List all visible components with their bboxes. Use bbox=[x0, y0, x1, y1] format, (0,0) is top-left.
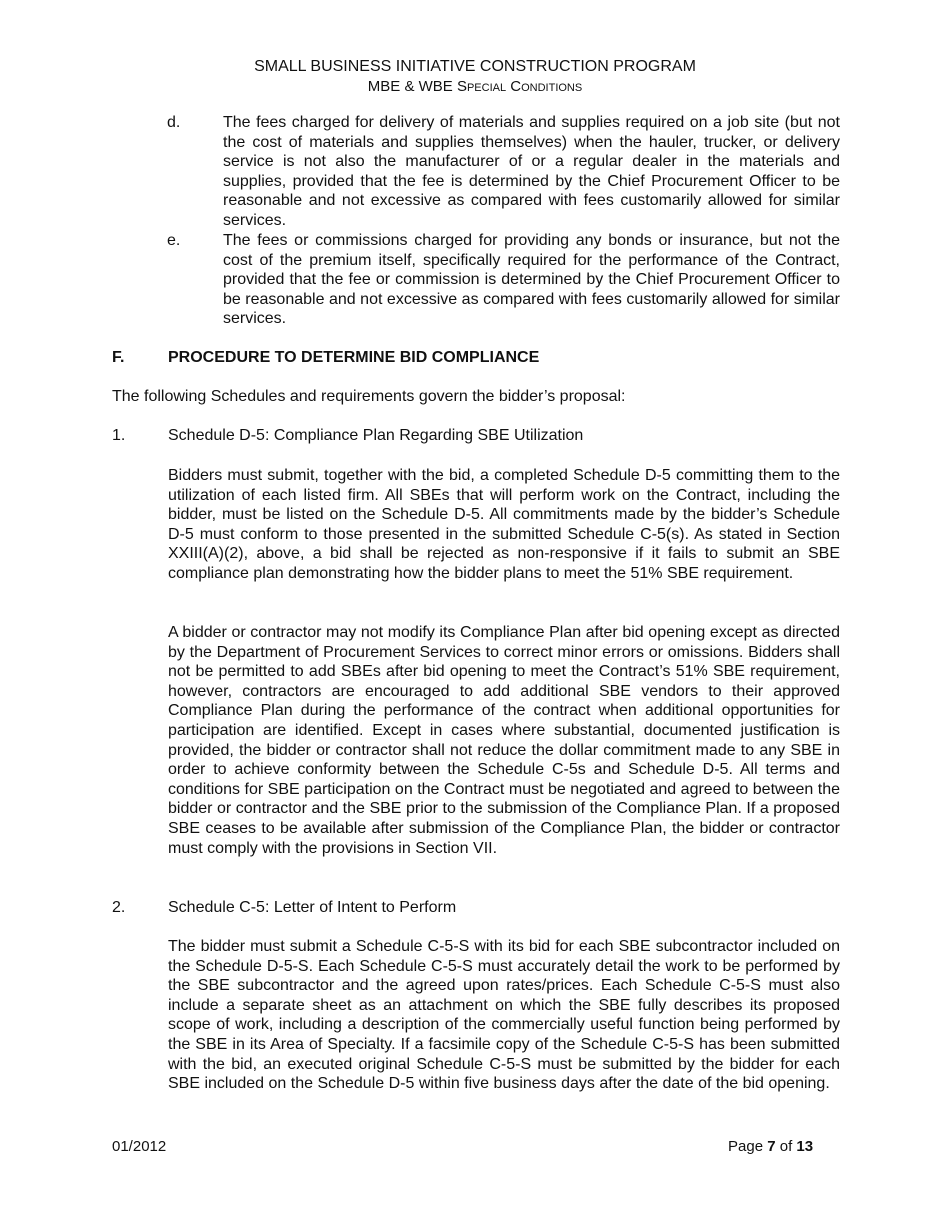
list-item-e bbox=[167, 231, 840, 329]
schedule-number: 1. bbox=[112, 427, 126, 444]
program-title: SMALL BUSINESS INITIATIVE CONSTRUCTION PROGRAM bbox=[254, 58, 696, 75]
schedule-heading-2 bbox=[112, 898, 840, 918]
footer-date: 01/2012 bbox=[112, 1138, 167, 1155]
schedule-title: Schedule D-5: Compliance Plan Regarding SBE Utilization bbox=[168, 427, 584, 444]
schedule-number: 2. bbox=[112, 899, 126, 916]
list-marker: d. bbox=[167, 114, 181, 131]
schedule-title: Schedule C-5: Letter of Intent to Perform bbox=[168, 899, 457, 916]
of-word: of bbox=[779, 1138, 793, 1155]
section-heading bbox=[112, 348, 840, 368]
list-item-text: The fees or commissions charged for providing any bonds or insurance, but not the cost of the premium itself, specifically required for the performance of the Contract, provided that the fee or commission is determined by the Chief Procurement Officer to be reasonable and not excessive as compared with fees customarily allowed for similar services. bbox=[223, 232, 840, 328]
page-header bbox=[0, 57, 950, 97]
section-intro: The following Schedules and requirements govern the bidder’s proposal: bbox=[112, 388, 626, 405]
section-marker: F. bbox=[112, 349, 125, 366]
page-number bbox=[728, 1137, 813, 1157]
page-word: Page bbox=[728, 1138, 764, 1155]
current-page: 7 bbox=[767, 1138, 776, 1155]
list-item-d bbox=[167, 113, 840, 231]
paragraph: A bidder or contractor may not modify its Compliance Plan after bid opening except as directed by the Department of Procurement Services to correct minor errors or omissions. Bidders shall not be permitted to add SBEs after bid opening to meet the Contract’s 51% SBE requirement, however, contractors are encouraged to add additional SBE vendors to their approved Compliance Plan during the performance of the contract when additional opportunities for participation are identified. Except in cases where substantial, documented justification is provided, the bidder or contractor shall not reduce the dollar commitment made to any SBE in order to achieve conformity between the Schedule C-5s and Schedule D-5. All terms and conditions for SBE participation on the Contract must be negotiated and agreed to between the bidder or contractor and the SBE prior to the submission of the Compliance Plan. If a proposed SBE ceases to be available after submission of the Compliance Plan, the bidder or contractor must comply with the provisions in Section VII. bbox=[168, 624, 840, 857]
section-title: PROCEDURE TO DETERMINE BID COMPLIANCE bbox=[168, 349, 540, 366]
schedule-heading-1 bbox=[112, 426, 840, 446]
list-marker: e. bbox=[167, 232, 181, 249]
document-subtitle: MBE & WBE Special Conditions bbox=[367, 78, 583, 95]
paragraph: The bidder must submit a Schedule C-5-S with its bid for each SBE subcontractor included on the Schedule D-5-S. Each Schedule C-5-S must accurately detail the work to be performed by the SBE subcontractor and the agreed upon rates/prices. Each Schedule C-5-S must also include a separate sheet as an attachment on which the SBE fully describes its proposed scope of work, including a description of the commercially useful function being performed by the SBE in its Area of Specialty. If a facsimile copy of the Schedule C-5-S has been submitted with the bid, an executed original Schedule C-5-S must be submitted by the bidder for each SBE included on the Schedule D-5 within five business days after the date of the bid opening. bbox=[168, 938, 840, 1093]
paragraph: Bidders must submit, together with the bid, a completed Schedule D-5 committing them to the utilization of each listed firm. All SBEs that will perform work on the Contract, including the bidder, must be listed on the Schedule D-5. All commitments made by the bidder’s Schedule D-5 must conform to those presented in the submitted Schedule C-5(s). As stated in Section XXIII(A)(2), above, a bid shall be rejected as non-responsive if it fails to submit an SBE compliance plan demonstrating how the bidder plans to meet the 51% SBE requirement. bbox=[168, 467, 840, 582]
list-item-text: The fees charged for delivery of materials and supplies required on a job site (but not the cost of materials and supplies themselves) when the hauler, trucker, or delivery service is not also the manufacturer of or a regular dealer in the materials and supplies, provided that the fee is determined by the Chief Procurement Officer to be reasonable and not excessive as compared with fees customarily allowed for similar services. bbox=[223, 114, 840, 229]
total-pages: 13 bbox=[796, 1138, 814, 1155]
